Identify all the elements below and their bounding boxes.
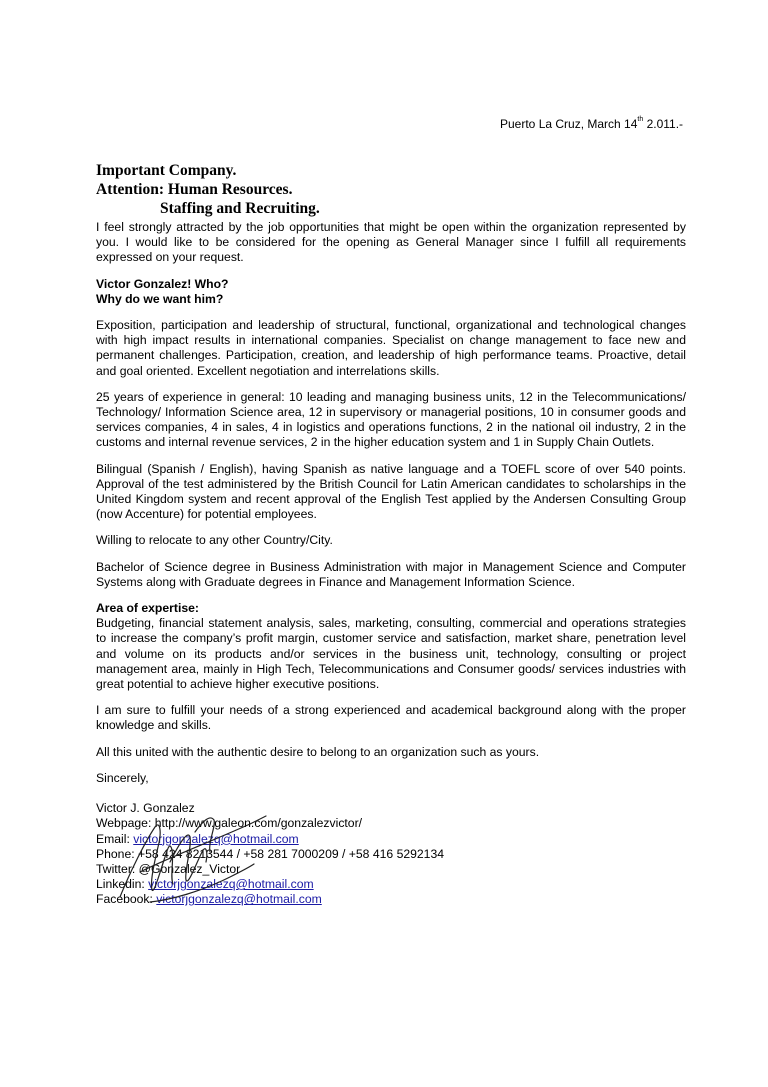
address-department: Staffing and Recruiting. [160, 200, 320, 217]
date-superscript: th [637, 116, 644, 123]
who-line-1: Victor Gonzalez! Who? [96, 276, 229, 291]
sincerely-text: Sincerely, [96, 770, 149, 785]
linkedin-line [96, 877, 686, 892]
desire-paragraph: All this united with the authentic desire to belong to an organization such as yours. [96, 744, 540, 759]
sure-paragraph: I am sure to fulfill your needs of a strong experienced and academical background along with the proper knowledge and skills. [96, 703, 686, 733]
letter-date [500, 117, 683, 131]
degree-paragraph: Bachelor of Science degree in Business Administration with major in Management Science and Computer Systems along with Graduate degrees in Finance and Management Information Science. [96, 559, 686, 589]
twitter-line: Twitter: @Gonzalez_Victor [96, 861, 241, 876]
date-text: Puerto La Cruz, March 14 [500, 117, 638, 131]
email-link[interactable]: victorjgonzalezq@hotmail.com [133, 831, 299, 846]
expertise-section [96, 601, 686, 692]
email-label: Email: [96, 831, 134, 846]
linkedin-link[interactable]: victorjgonzalezq@hotmail.com [148, 877, 314, 892]
signer-name: Victor J. Gonzalez [96, 801, 195, 816]
address-attention: Attention: Human Resources. [96, 181, 293, 198]
exposition-paragraph: Exposition, participation and leadership of structural, functional, organizational and technological changes with high impact results in international companies. Specialist on change management to face new and permanent challenges. Participation, creation, and leadership of high performance teams. Proactive, detail and goal oriented. Excellent negotiation and interrelations skills. [96, 318, 686, 378]
linkedin-label: Linkedin: [96, 877, 149, 892]
relocate-paragraph: Willing to relocate to any other Country/City. [96, 533, 333, 548]
email-line [96, 832, 686, 847]
facebook-line [96, 892, 686, 907]
experience-paragraph: 25 years of experience in general: 10 leading and managing business units, 12 in the Telecommunications/ Technology/ Information Science area, 12 in supervisory or managerial positions, 10 in consumer goods and services companies, 4 in sales, 4 in logistics and operations functions, 2 in the national oil industry, 2 in the customs and internal revenue services, 2 in the higher education system and 1 in Supply Chain Outlets. [96, 389, 686, 450]
who-line-2: Why do we want him? [96, 291, 224, 306]
phone-line: Phone: +58 424 8213544 / +58 281 7000209 / +58 416 5292134 [96, 846, 445, 861]
who-heading [96, 277, 686, 307]
letter-body [96, 220, 686, 908]
expertise-text: Budgeting, financial statement analysis, sales, marketing, consulting, commercial and operations strategies to increase the company’s profit margin, customer service and satisfaction, market share, penetration level and volume on its products and/or services in the business unit, technology, consulting or project management area, mainly in High Tech, Telecommunications and Consumer goods/ services industries with great potential to achieve higher executive positions. [96, 616, 686, 692]
bilingual-paragraph: Bilingual (Spanish / English), having Spanish as native language and a TOEFL score of over 540 points. Approval of the test administered by the British Council for Latin American candidates to scholarships in the United Kingdom system and recent approval of the English Test applied by the Andersen Consulting Group (now Accenture) for potential employees. [96, 461, 686, 522]
webpage-url[interactable]: http://www.galeon.com/gonzalezvictor/ [154, 816, 363, 831]
facebook-label: Facebook: [96, 892, 157, 907]
closing-block [96, 771, 686, 908]
intro-paragraph: I feel strongly attracted by the job opportunities that might be open within the organization represented by you. I would like to be considered for the opening as General Manager since I fulfill all requirements expressed on your request. [96, 220, 686, 265]
facebook-link[interactable]: victorjgonzalezq@hotmail.com [156, 892, 322, 907]
expertise-heading: Area of expertise: [96, 601, 199, 616]
webpage-label: Webpage: [96, 816, 155, 831]
date-year: 2.011.- [643, 117, 684, 131]
webpage-line [96, 816, 686, 831]
recipient-address [96, 161, 320, 218]
address-company: Important Company. [96, 162, 237, 179]
